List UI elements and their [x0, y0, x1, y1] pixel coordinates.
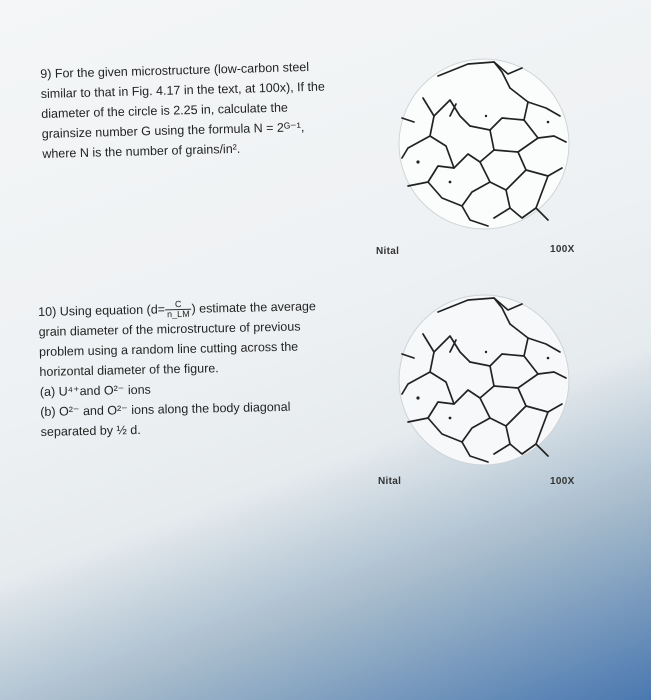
- problem-10-line: (b) O²⁻ and O²⁻ ions along the body diagonal: [40, 399, 291, 420]
- problem-10-line: horizontal diameter of the figure.: [39, 361, 219, 380]
- microstructure-circle-1: [398, 58, 570, 230]
- problem-10-intro: 10) Using equation (d=: [38, 302, 166, 319]
- problem-9-line: where N is the number of grains/in².: [42, 141, 241, 161]
- figure-2-magnification: 100X: [550, 476, 575, 487]
- problem-9-line: grainsize number G using the formula N = 2ᴳ⁻¹,: [41, 120, 305, 141]
- figure-1-etchant: Nital: [376, 246, 400, 257]
- fraction-numerator: C: [165, 300, 192, 311]
- equation-fraction: [165, 300, 192, 320]
- figure-2-etchant: Nital: [378, 476, 402, 487]
- fraction-denominator: n_LM: [167, 309, 190, 320]
- figure-1-magnification: 100X: [550, 244, 575, 255]
- problem-10-line: grain diameter of the microstructure of previous: [38, 319, 301, 340]
- problem-9-line: similar to that in Fig. 4.17 in the text, at 100x), If the: [40, 79, 326, 101]
- problem-9: [40, 57, 327, 164]
- problem-10-line: (a) U⁴⁺and O²⁻ ions: [39, 382, 151, 400]
- problem-10-intro-end: ) estimate the average: [191, 299, 317, 316]
- problem-9-line: diameter of the circle is 2.25 in, calculate the: [41, 100, 289, 121]
- microstructure-circle-2: [398, 294, 570, 466]
- problem-10: [38, 296, 319, 442]
- problem-10-line: separated by ½ d.: [40, 423, 141, 440]
- problem-9-line: 9) For the given microstructure (low-carbon steel: [40, 59, 310, 81]
- problem-10-line: problem using a random line cutting across the: [38, 339, 299, 360]
